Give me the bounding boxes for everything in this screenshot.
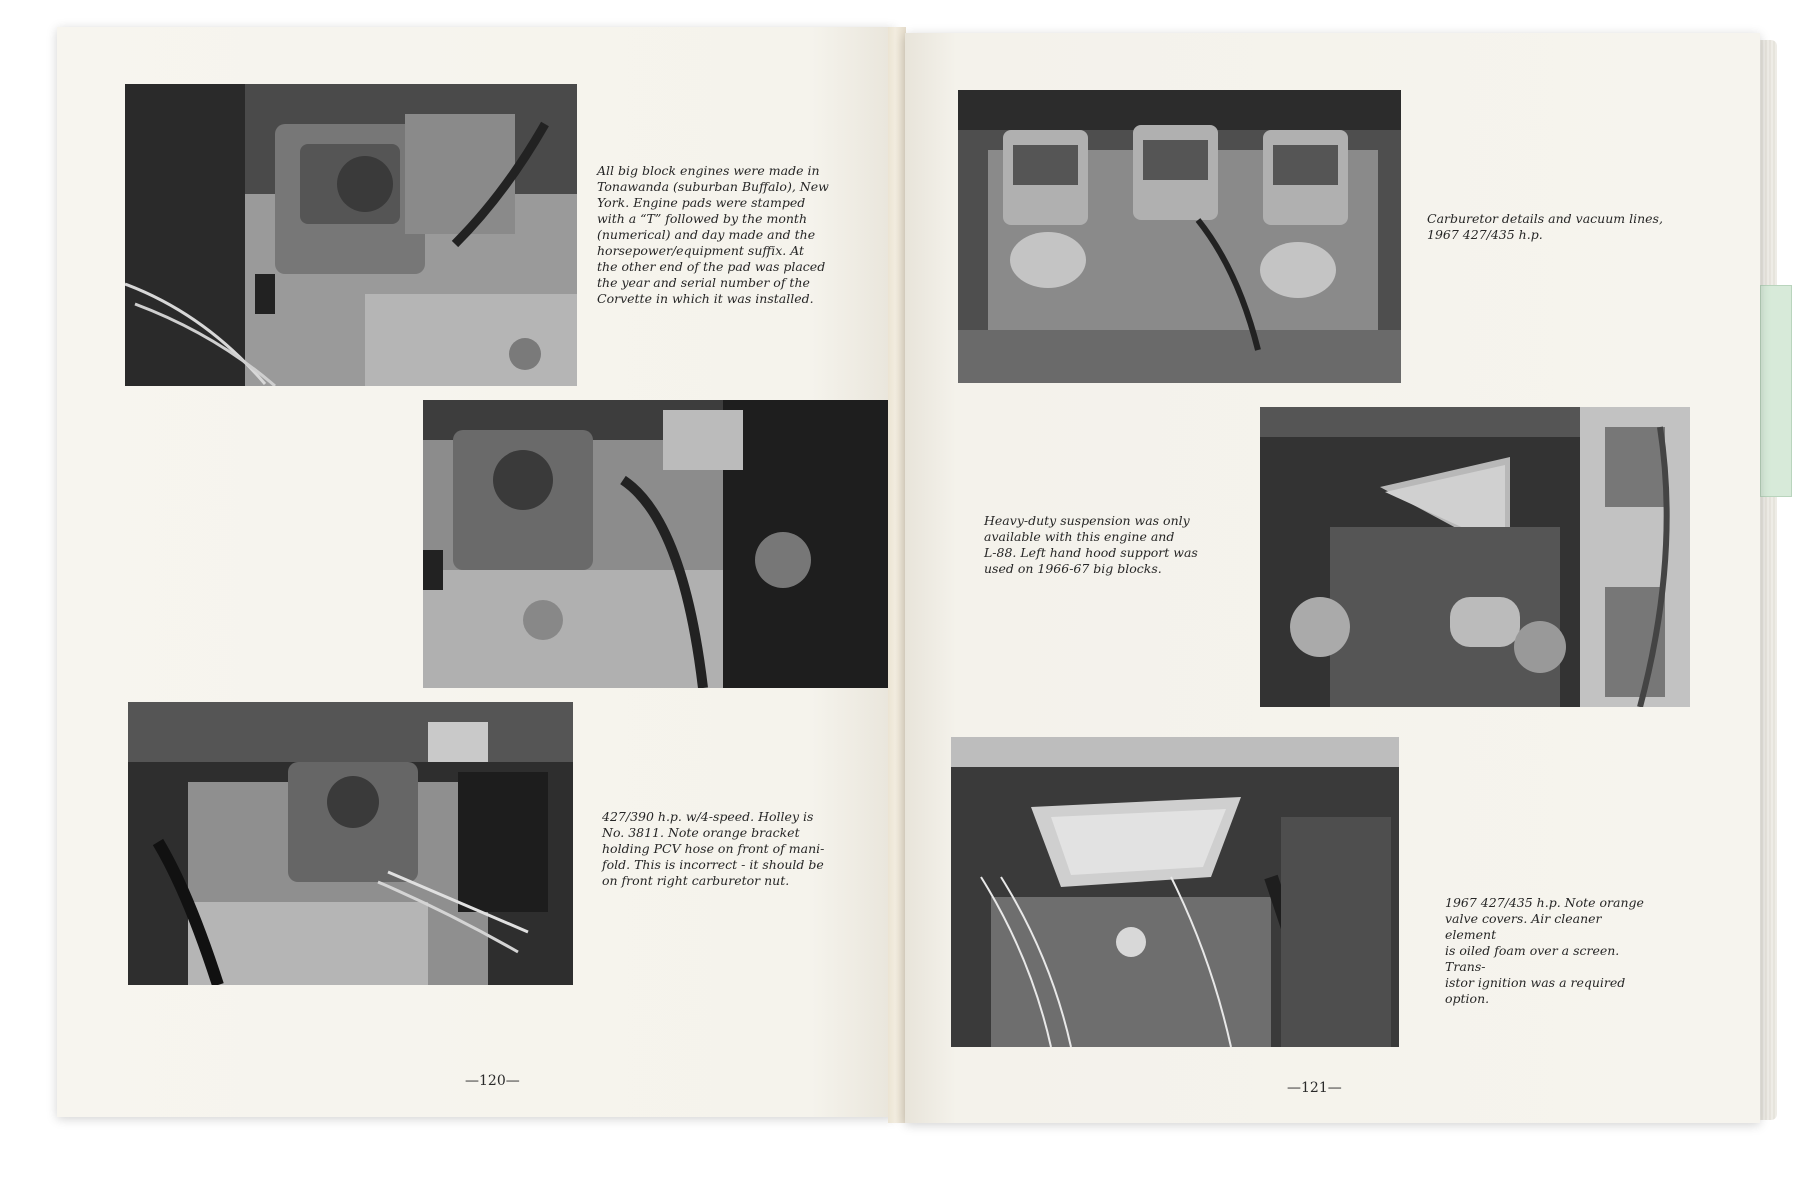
photo-triple-carburetors — [958, 90, 1401, 383]
photo-holley-carburetor — [128, 702, 573, 985]
caption-valve-covers: 1967 427/435 h.p. Note orange valve covers. Air cleaner element is oiled foam over a screen. Trans- istor ignition was a required option. — [1445, 895, 1644, 1006]
caption-suspension: Heavy-duty suspension was only available with this engine and L-88. Left hand hood support was used on 1966-67 big blocks. — [984, 513, 1198, 576]
photo-engine-side-view — [423, 400, 915, 688]
page-number-right: —121— — [1287, 1080, 1342, 1096]
page-number-left: —120— — [465, 1073, 520, 1089]
caption-carburetor: Carburetor details and vacuum lines, 1967 427/435 h.p. — [1427, 211, 1663, 242]
caption-holley: 427/390 h.p. w/4-speed. Holley is No. 3811. Note orange bracket holding PCV hose on front of mani- fold. This is incorrect - it should be on front right carburetor nut. — [602, 809, 825, 888]
photo-hood-support — [1260, 407, 1690, 707]
photo-valve-covers — [951, 737, 1399, 1047]
green-tab-marker — [1760, 285, 1792, 497]
caption-engine-pads: All big block engines were made in Tonawanda (suburban Buffalo), New York. Engine pads were stamped with a “T” followed by the month (numerical) and day made and the horsepower/equipment suffix. At the other end of the pad was placed the year and serial number of the Corvette in which it was installed. — [597, 163, 829, 306]
photo-engine-top-view — [125, 84, 577, 386]
right-page — [905, 33, 1760, 1123]
book-gutter — [888, 27, 906, 1123]
left-page — [57, 27, 895, 1117]
